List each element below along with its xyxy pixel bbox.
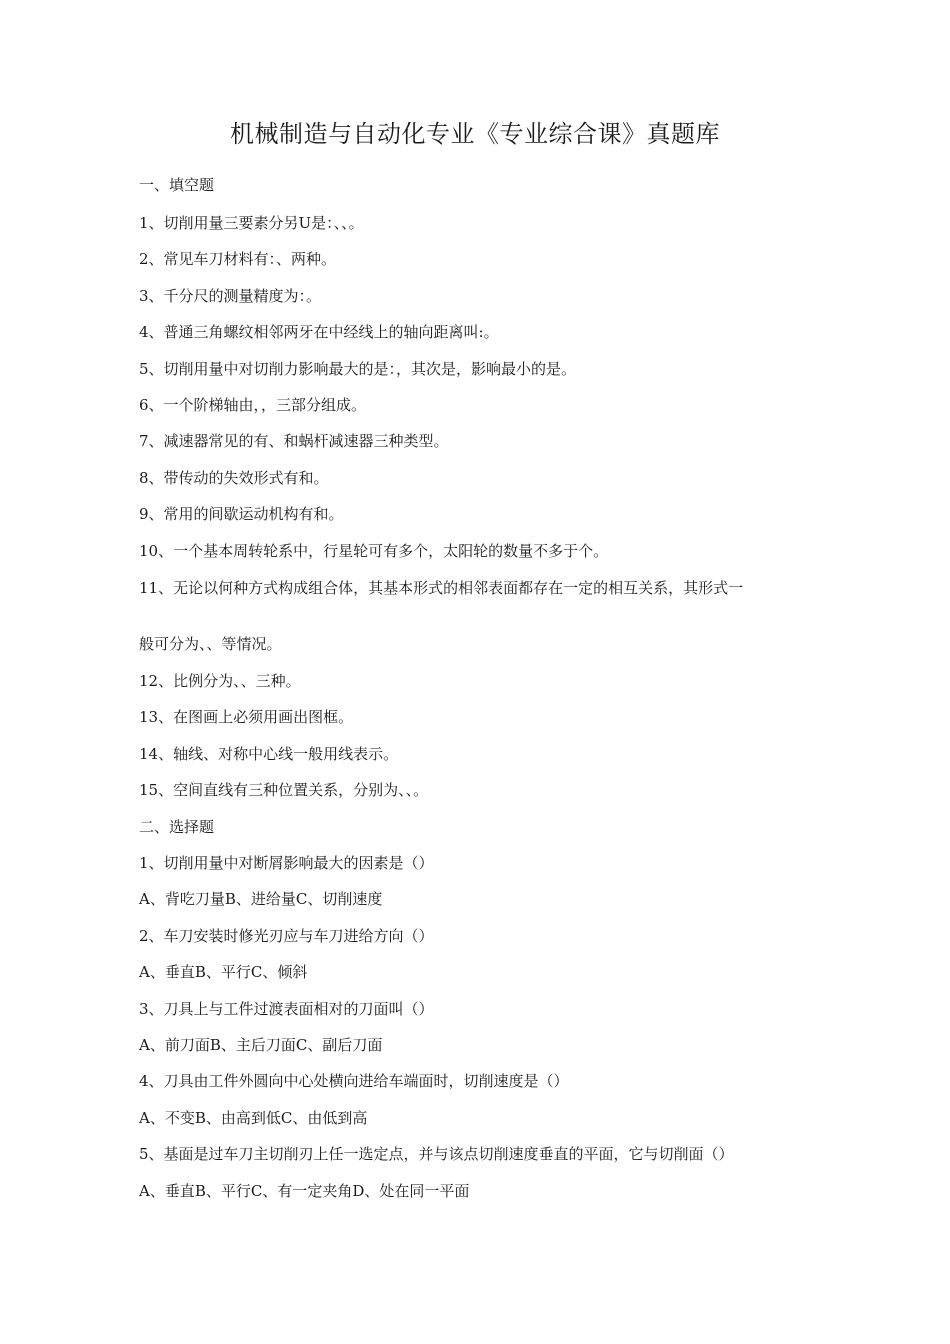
answer-options-line: A、垂直B、平行C、倾斜	[139, 963, 308, 981]
question-line: 7、减速器常见的有、和蜗杆减速器三种类型。	[139, 432, 449, 450]
question-line-continuation: 般可分为、、等情况。	[139, 635, 282, 653]
question-line: 2、常见车刀材料有：、两种。	[139, 250, 337, 268]
question-line: 13、在图画上必须用画出图框。	[139, 708, 354, 726]
question-line: 3、刀具上与工件过渡表面相对的刀面叫（）	[139, 1000, 434, 1018]
question-line: 1、切削用量三要素分另U是：、、。	[139, 214, 364, 232]
answer-options-line: A、不变B、由高到低C、由低到高	[139, 1109, 368, 1127]
answer-options-line: A、垂直B、平行C、有一定夹角D、处在同一平面	[139, 1182, 470, 1200]
section-heading-fill-in: 一、填空题	[139, 176, 215, 194]
question-line: 3、千分尺的测量精度为：。	[139, 287, 322, 305]
question-line: 9、常用的间歇运动机构有和。	[139, 505, 344, 523]
question-line: 10、一个基本周转轮系中，行星轮可有多个，太阳轮的数量不多于个。	[139, 542, 609, 560]
question-line: 5、切削用量中对切削力影响最大的是：，其次是，影响最小的是。	[139, 360, 577, 378]
page-title: 机械制造与自动化专业《专业综合课》真题库	[230, 120, 720, 148]
question-line: 15、空间直线有三种位置关系，分别为、、。	[139, 781, 429, 799]
question-line: 12、比例分为、、三种。	[139, 672, 301, 690]
question-line: 2、车刀安装时修光刃应与车刀进给方向（）	[139, 927, 434, 945]
section-heading-choice: 二、选择题	[139, 818, 215, 836]
question-line: 5、基面是过车刀主切削刃上任一选定点，并与该点切削速度垂直的平面，它与切削面（）	[139, 1145, 734, 1163]
question-line: 1、切削用量中对断屑影响最大的因素是（）	[139, 854, 434, 872]
question-line: 4、刀具由工件外圆向中心处横向进给车端面时，切削速度是（）	[139, 1072, 569, 1090]
question-line: 8、带传动的失效形式有和。	[139, 469, 329, 487]
question-line: 11、无论以何种方式构成组合体，其基本形式的相邻表面都存在一定的相互关系，其形式一	[139, 579, 744, 597]
question-line: 4、普通三角螺纹相邻两牙在中经线上的轴向距离叫:。	[139, 323, 499, 341]
answer-options-line: A、背吃刀量B、进给量C、切削速度	[139, 890, 383, 908]
question-line: 14、轴线、对称中心线一般用线表示。	[139, 745, 399, 763]
question-line: 6、一个阶梯轴由，，三部分组成。	[139, 396, 367, 414]
answer-options-line: A、前刀面B、主后刀面C、副后刀面	[139, 1036, 383, 1054]
